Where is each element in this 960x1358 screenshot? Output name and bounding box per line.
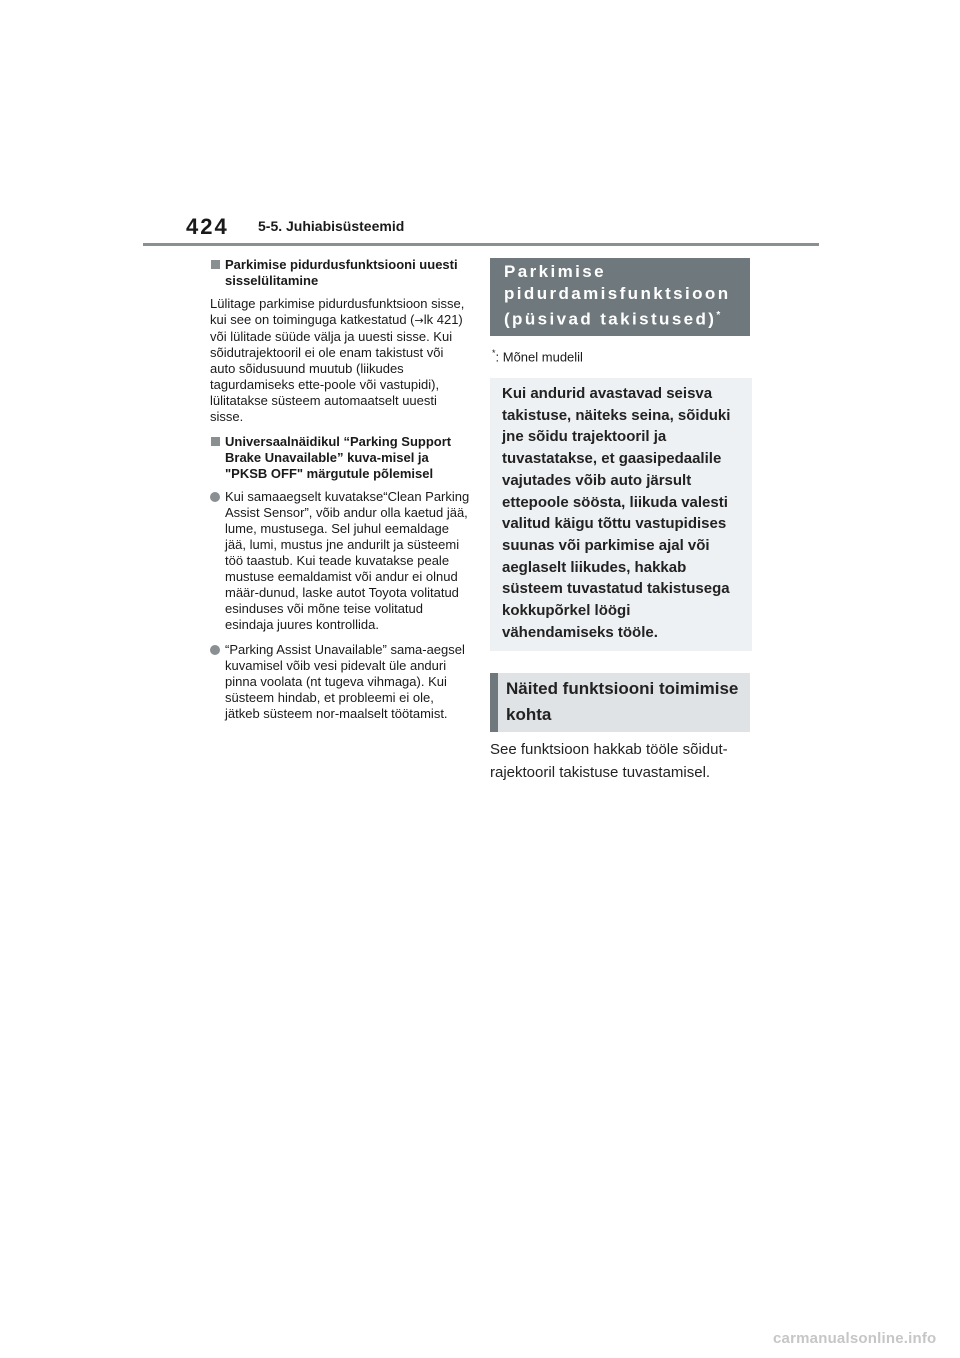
list-item-text: Kui samaaegselt kuvatakse“Clean Parking Assist Sensor”, võib andur olla kaetud jää, lume, mustusega. Sel juhul eemaldage jää, lumi, mustus jne andurilt ja süsteemi töö taastub. Kui teade kuvatakse peale mustuse eemaldamist või andur ei olnud määr-dunud, laske autot Toyota volitatud esinduses või mõne teise volitatud esindaja juures kontrollida. xyxy=(225,489,470,632)
topic-asterisk: * xyxy=(716,310,721,321)
heading-unavailable xyxy=(210,434,472,482)
paragraph-reenable xyxy=(210,296,472,425)
list-item xyxy=(210,642,472,722)
topic-heading-text: Parkimise pidurdamisfunktsioon (püsivad takistused) xyxy=(504,262,731,329)
warning-box: Kui andurid avastavad seisva takistuse, näiteks seina, sõiduki jne sõidu trajektooril ja tuvastatakse, et gaasipedaalile vajutades võib auto järsult ettepoole söösta, liikuda valesti valitud käigu tõttu vastupidises suunas või parkimise ajal või aeglaselt liikudes, hakkab süsteem tuvastatud takistusega kokkupõrkel löögi vähendamiseks tööle. xyxy=(490,378,752,651)
circle-bullet-icon xyxy=(210,492,220,502)
footnote-text: : Mõnel mudelil xyxy=(495,348,583,364)
list-item-text: “Parking Assist Unavailable” sama-aegsel kuvamisel võib vesi pidevalt üle anduri pinna voolata (nt tugeva vihmaga). Kui süsteem hindab, et probleemi ei ole, jätkeb süsteem nor-maalselt töötamist. xyxy=(225,642,465,721)
footnote-asterisk: * xyxy=(492,347,496,358)
paragraph-reenable-a: Lülitage parkimise pidurdusfunktsioon sisse, kui see on toiminguga katkestatud ( xyxy=(210,296,465,327)
heading-reenable xyxy=(210,257,472,289)
header-divider xyxy=(143,243,819,246)
right-column xyxy=(490,258,752,784)
section-title: 5-5. Juhiabisüsteemid xyxy=(258,218,405,234)
paragraph-reenable-b: lk 421) või lülitade süüde välja ja uuesti sisse. Kui sõidutrajektooril ei ole enam takistust või auto sõidusuund muutub (liikudes tagurdamiseks ette-poole või vastupidi), lülitatakse süsteem automaatselt uuesti sisse. xyxy=(210,312,463,424)
square-bullet-icon xyxy=(211,260,220,269)
right-arrow-icon: → xyxy=(414,314,424,327)
topic-heading xyxy=(490,258,750,336)
sub-heading: Näited funktsiooni toimimise kohta xyxy=(490,673,750,732)
footnote xyxy=(492,348,752,364)
left-column xyxy=(210,257,472,731)
circle-bullet-icon xyxy=(210,645,220,655)
heading-unavailable-text: Universaalnäidikul “Parking Support Brake Unavailable” kuva-misel ja "PKSB OFF" märgutule põlemisel xyxy=(225,434,452,481)
body-paragraph: See funktsioon hakkab tööle sõidut-rajektooril takistuse tuvastamisel. xyxy=(490,741,728,782)
heading-reenable-text: Parkimise pidurdusfunktsiooni uuesti sisselülitamine xyxy=(225,257,458,288)
page-number: 424 xyxy=(186,214,229,239)
watermark: carmanualsonline.info xyxy=(773,1330,937,1347)
square-bullet-icon xyxy=(211,437,220,446)
list-item xyxy=(210,489,472,633)
